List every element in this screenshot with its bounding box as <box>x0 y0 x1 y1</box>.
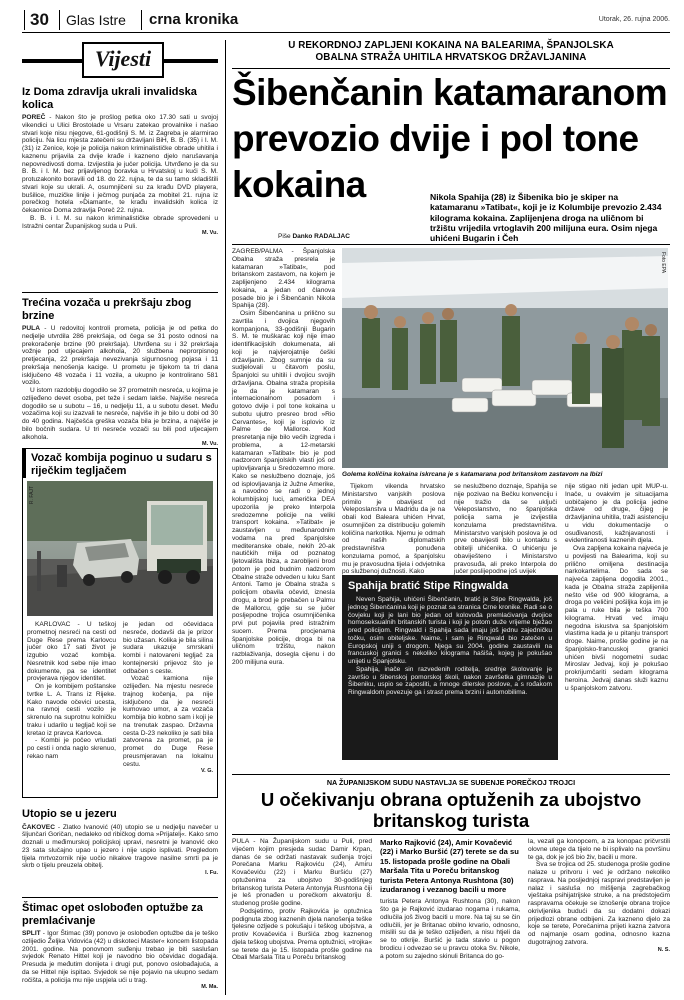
news-item-4 <box>22 808 218 876</box>
crash-photo-image <box>27 481 213 616</box>
main-body-2: Osim Šibenčanina u prilično su zavrtila i dvojica njegovih kompanjona, 33-godišnji Bugarin S. M. te muškarac koji nije imao identifikacijskih dokumenata, ali koji je najvjerojatnije češki državljanin. Zbog sumnje da su sudjelovali u čitavom poslu, Španjolci su uhitili i dvojicu svojih državljana. Obalna straža propisila je da je katamaran s internacionalnom posadom i gotovo dvije i pol tone kokaina u subotu ujutro presreo brod »Rio Cervantes«, koji je isplovio iz Palme de Mallorce. Kod presretanja nije bilo većih izgreda i problema, a 12-metarski katamaran »Tatibat« bio je pod nadzorom španjolskih vlasti još od uplovljavanja u Sredozemno more. Kako se neslužbeno doznaje, još od isplovljavanja iz Južne Amerike, a navodno se radi o jednoj kolumbijskoj luci, američka DEA upozorila je preko Interpola sredozemne policije na veliki transport kokaina. »Tatibat« je zaustavljen u međunarodnim vodama na pred španjolske mediteranske obale, nekih 20-ak nautičkih milja od poznatog ljetovališta Ibiza, a zarobljeni brod potom je pod budnim nadzorom Obalne straže odveden u luku Sant Antoni. Tamo je Obalna straža s policijom obavila očevid, iznesla drogu, a brod je prebačen u Palmu de Mallorcu, gdje su se jučer posljepodne trojica osumnjičenika prvi put pojavila pred istražnim sucem. Prema procjenama španjolske policije, droga bi na uličnom tržištu, nakon razblaživanja, dosegla cijenu i do 200 milijuna eura. <box>232 310 336 666</box>
crash-text-col2 <box>123 621 213 774</box>
photo-credit: Foto EPA <box>660 252 666 274</box>
dateline: PULA <box>22 325 40 332</box>
news-item-5 <box>22 902 218 990</box>
sidebox-title: Spahija bratić Stipe Ringwalda <box>348 580 509 592</box>
main-body-6: Ova zapljena kokaina najveća je u povijesti na Balearima, koji su prilično omiljena destinacija narkokartelima. Do sada se najveća zapljena dogodila 2001., kada je Obalna straža zaplijenila nešto više od 900 kilograma, a droga po veličini pošiljka koja im je pala u ruke bila je teška 700 kilograma. Hrvati već imaju negodna iskustva sa španjolskim vlastima kada je u pitanju transport droge. Naime, prošle godine je na španjolsko-francuskoj granici uhićen bivši nogometni sudac Miroslav Jedvaj, koji je pokušao prokrijumčariti sedam kilograma heroina. Jedvaj danas služi kaznu u španjolskom zatvoru. <box>565 545 668 692</box>
section-name: crna kronika <box>149 11 239 28</box>
bottom-body-4: la, vezali ga konopcem, a za konopac pričvrstili olovne utege da tijelo ne bi isplivalo na površinu te ga, dok je još bio živ, bacili u more. <box>528 838 670 861</box>
signature: M. Vu. <box>202 441 218 448</box>
news-item-headline: Trećina vozača u prekršaju zbog brzine <box>22 297 192 322</box>
dateline: SPLIT <box>22 930 41 937</box>
main-headline: Šibenčanin katamaranom prevozio dvije i pol tone kokaina <box>232 72 668 205</box>
photo-caption: Golema količina kokaina iskrcana je s katamarana pod britanskom zastavom na Ibizi <box>342 471 603 478</box>
page-number: 30 <box>30 10 49 29</box>
main-deck: Nikola Spahija (28) iz Šibenika bio je skiper na katamaranu »Tatibat«, koji je iz Kolumbije prevozio 2.434 kilograma kokaina. Zaplijenjena droga na uličnom bi tržištu vrijedila vrtoglavih 200 milijuna eura. Osim njega uhićeni Bugarin i Čeh <box>430 192 662 244</box>
sidebar-vijesti <box>22 40 218 998</box>
sidebar-title: Vijesti <box>82 42 164 78</box>
signature: V. G. <box>200 768 213 775</box>
sidebar-title-box <box>22 40 218 82</box>
news-item-headline: Štimac opet oslobođen optužbe za premlaćivanje <box>22 902 203 927</box>
news-item-body-2: On je kombijem poštanske tvrtke L. A. Trans iz Rijeke. Kako navode očevici ucesta, na ravnoj cesti vozilo je skrenulo na suprotnu kolničku traku i udarilo u tegljač koji se kretao iz pravca Karlovca. <box>27 683 116 737</box>
bottom-col-3 <box>528 838 670 953</box>
news-item-body: - Zlatko Ivanović (40) utopio se u nedjelju navečer u šljunčari Goričan, nedaleko od ribičkog doma »Prijatelj«. Kako smo doznali u međimurskoj policijskoj upravi, nesretni je Ivanović oko 23 sata slučajno upao u jezero i nije uspio isplivati. Pregledom tijela mrtvozornik nije uočio nikakve tragove nasilne smrti pa je skrb o tijelu preuzela obitelj. <box>22 823 218 870</box>
issue-date: Utorak, 26. rujna 2006. <box>598 16 670 23</box>
news-item-headline: Utopio se u jezeru <box>22 808 117 820</box>
bottom-body-5: Sva se trojica od 25. studenoga prošle godine nalaze u pritvoru i već je održano nekoliko rasprava. Na posljednjoj raspravi predstavljen je nalaz i sasluša no mišljenja zagrebačkog vještaka psihijatrijske struke, a na predstojećim raspravama očekuje se iznošenje obrana trojice okrivljenika budući da su dodatni dokazi prijedlozi obrane odbijeni. Za kazneno djelo za koje se terete, Porečanima prijeti kazna zatvora od najmanje osam godina, odnosno kazna dugotrajnog zatvora. <box>528 861 670 946</box>
news-item-headline: Vozač kombija poginuo u sudaru s riječkim tegljačem <box>31 452 212 477</box>
main-col-4 <box>565 483 668 692</box>
bottom-body-3: turista Petera Antonya Rushtona (30), nakon što ga je Rajković izudarao nogama i rukama, odlučila još živog baciti u more. Na taj su se čin odlučili, jer je Britanac obilno krvario, odnosno, mislili su da je teško ozlijeđen, a nisu htjeli da se to otkrije. Buršić je tada stavio u pogon brodicu i odvezao se u pravcu otoka Sv. Nikole, a potom su zajedno skinuli Britanca do go- <box>380 898 520 960</box>
crash-text-col1 <box>27 621 116 761</box>
news-item-body: - U redovitoj kontroli prometa, policija je od petka do nedjelje utvrdila 286 prekršaja, od čega se 31 posto odnosi na prekoračenje brzine (90 prekršaja). Utvrđena su i 32 prekršaja vožnje pod utjecajem alkohola, 20 službena neprorpisnog pretjecanja, 22 prekršaja nevezivanja sigurnosnog pojasa i 11 prekršaja nenošenja kacige. U prometu je tijekom ta tri dana isključeno 48 vozača i 11 vozila, a ukupno je kontrolirano 581 vozilo. <box>22 325 218 387</box>
news-item-body: KARLOVAC - U teškoj prometnoj nesreći na cesti od Duge Rese prema Karlovcu jučer oko 17 sati život je izgubio vozač kombija. Nesretnik kod sebe nije imao dokumente, pa se identitet provjerava njegov identitet. <box>27 621 116 683</box>
signature: I. Fu. <box>205 870 218 876</box>
news-item-2 <box>22 297 218 447</box>
bottom-col-2 <box>380 838 520 960</box>
signature: M. Ma. <box>201 984 218 991</box>
main-col-3 <box>454 483 557 576</box>
bottom-col-1 <box>232 838 372 962</box>
bottom-headline: U očekivanju obrana optuženih za ubojstvo britanskog turista <box>260 789 642 831</box>
bottom-body: PULA - Na Županijskom sudu u Puli, pred vijećem kojim presjeda sudac Damir Krpan, danas će se održati nastavak suđenja trojci Porečana Marku Rajkoviću (24), Amiru Kovačeviću (22) i Marku Buršiću (27) optuženima za ubojstvo 30-godišnjeg britanskog turista Petera Antonyja Rushtona čiji je leš pronađen u porečkom akvatoriju 8. studenog prošle godine. <box>232 838 372 907</box>
main-body-3: Tijekom vikenda hrvatsko Ministarstvo vanjskih poslova primilo je obavijest od Veleposlanstva u Madridu da je na obali kod Baleara uhićen Hrvat, osumnjičen za distribuciju golemih količina narkotika. Njemu je odmah od naših diplomatskih predstavništva ponuđena konzularna pomoć, a španjolsku mu je pravosudna tijela i odvjetnika po službenoj dužnosti. Kako <box>342 483 445 576</box>
signature: M. Vu. <box>202 230 218 237</box>
main-body-4: se neslužbeno doznaje, Spahija se nije pozivao na Bečku konvenciju i nije tražio da se uključi Veleposlanstvo, no španjolska policija sama je izvijestila konzularna predstavništva. Ministarstvo vanjskih poslova je od prve obavijesti bilo u kontaktu s obitelji uhićenika. O uhićenju je obaviješteno i Ministarstvo pravosuđa, ali preko Interpola do jučer poslijepodne još uvijek <box>454 483 557 576</box>
dateline: ČAKOVEC <box>22 823 55 831</box>
news-item-3-box <box>22 448 218 798</box>
main-col-2 <box>342 483 445 576</box>
news-item-body-3: - Kombi je počeo vrludati po cesti i onda naglo skrenuo, rekao nam <box>27 737 116 760</box>
photo-credit: R. FAJT <box>29 486 35 505</box>
main-body: ZAGREB/PALMA - Španjolska Obalna straža presrela je katamaran »Tatibat«, pod britanskom zastavom, na kojem je zaplijenjeno 2.434 kilograma kokaina, a jedan od članova posade bio je i Šibenčanin Nikola Spahija (28). <box>232 248 335 310</box>
news-item-body-2: U istom razdoblju dogodilo se 37 prometnih nesreća, u kojima je ozlijeđeno devet osoba, pet teže i sedam lakše. Najviše nesreća dogodilo se u subotu – 16, u nedjelju 11, a u subotu deset. Među vozačima koji su izazvali te nesreće, najviše ih je bilo u dobi od 30 do 40 godina. Najčešća greška vozača bila je brzina, a najviše je bilo bočnih sudara. U tri nesreće vozači su bili pod utjecajem alkohola. <box>22 387 218 441</box>
cocaine-photo-image <box>342 248 668 468</box>
main-story <box>232 40 670 770</box>
byline: Piše Danko RADALJAC <box>278 233 350 240</box>
bottom-pull-quote: Marko Rajković (24), Amir Kovačević (22) i Marko Buršić (27) terete se da su 15. listopada prošle godine na Obali Maršala Tita u Poreču britanskog turista Petera Antonya Rushtona (30) izudaranog i vezanog bacili u more <box>380 838 519 895</box>
bottom-kicker: NA ŽUPANIJSKOM SUDU NASTAVLJA SE SUĐENJE POREČKOJ TROJCI <box>326 778 576 787</box>
news-item-1 <box>22 86 218 236</box>
main-col-1 <box>232 248 335 667</box>
news-item-body-5: Vozač kamiona nije ozlijeđen. Na mjestu nesreće trajnog kočenja, pa nije isključeno da je nesreći kumovao umor, a za vozača kombija bio kobno sam i koji je na trenutak zaspao. Državna cesta D-23 nekoliko je sati bila zatvorena za promet, pa je promet do Duge Rese preusmjeravan na lokalnu cestu. <box>123 675 213 768</box>
news-item-body-2: B. B. i I. M. su nakon kriminalističke obrade sprovedeni u Istražni centar Županijskog suda u Puli. <box>22 214 218 230</box>
main-kicker: U REKORDNOJ ZAPLJENI KOKAINA NA BALEARIMA, ŠPANJOLSKA OBALNA STRAŽA UHITILA HRVATSKOG DRŽAVLJANINA <box>288 40 614 63</box>
sidebox-body: Neven Spahija, uhićeni Šibenčanin, bratić je Stipe Ringwalda, još jednog Šibenčanina koji je poznat sa stranica Crne kronike. Radi se o čovjeku koji je lani bio jedan od kolovođa premlaćivanja dvojice homoseksualnih britanskih turista i koji je potom duže vrijeme bježao pred policijom. Ringwald i Spahija sada imaju još jednu zajedničku točku, osim obiteljske. Naime, i sam je Ringwald bio zatečen u Europskoj uniji s drogom. Njega su 2004. godine zaustavili na francuskoj granici s nekoliko kilograma hašiša, kojeg je pokušao unijeti u Španjolsku. <box>348 596 552 665</box>
news-item-headline: Iz Doma zdravlja ukrali invalidska kolica <box>22 86 197 111</box>
crash-photo <box>27 481 213 616</box>
main-body-5: nije stigao niti jedan upit MUP-u. Inače, u ovakvim je situacijama uobičajeno je da policija jedne države od druge, čijeg je državljanina uhitila, traži asistenciju u vidu dokumentacije o osuđivanosti, kažnjavanosti i evidentiranosti kaznenih djela. <box>565 483 668 545</box>
masthead <box>22 8 670 32</box>
sidebox-body-2: Spahija, inače sin razvedenih roditelja, srednje školovanje je završio u šibenskoj pomorskoj školi, nakon završetka gimnazije u Šibeniku, uspio se zaposliti, a mnoge dilerske poslove, a s rođakom Ringwaldom povezuje ga i strast prema brzini i automobilima. <box>348 665 552 696</box>
cocaine-photo <box>342 248 668 468</box>
news-item-body: - Nakon što je prošlog petka oko 17.30 sati u svojoj vikendici u Ulici Brostolade u Vrsaru zatekao provalnike i našao stvari koje nisu njegove, 61-godišnji S. M. iz Zagreba je alarmirao policiju. Na licu mjesta zatečeni su državljani BiH, B. B. (35) i I. M. (31) iz Zenice, koje je policija nakon kriminalističke obrade uhitila i kaznenu prijavila za dvije krađe i kazneno djelo narušavanja nepovredivosti doma. Izvijestila je jučer policija. Utvrđeno je da su B. B. i I. M. bez prijavljenog boravka u Hrvatskoj u kući S. M. protuzakonito boravili od 18. do 22. rujna, te da su tamo skladištili stvari koje su ukrali. A, osumnjičeni su za krađu DVD playera, bušilice, muzičke linije i ječmog punjača za mobitel 21. rujna iz porečkog hotela »Diamant«, te krađu invalidskih kolica iz čekaonice Doma zdravlja Poreč 22. rujna. <box>22 114 218 214</box>
paper-name: Glas Istre <box>66 12 126 28</box>
dateline: POREČ <box>22 114 46 121</box>
sidebox-spahija <box>342 575 558 760</box>
news-item-body: - Igor Štimac (39) ponovo je oslobođen optužbe da je teško ozlijedio Željka Vidovića (42) u diskoteci Master« koncem listopada 2001. godine. Na ponovnom suđenju trebao je biti saslušan svjedok Renato Hittel koji je navodno bio očevidac događaja. Presuda je međutim donijeta i drugi put, ponovo oslobađajuća, a da se Hittel nije ispitao. Svjedok se nije pojavio na ukupno sedam ročišta, a policija mu nije uspjela ući u trag. <box>22 930 218 984</box>
bottom-story <box>232 778 670 996</box>
bottom-body-2: Podsjetimo, protiv Rajkovića je optužnica podignuta zbog kaznenih djela nanošenja teške tjelesne ozljede s pokušaju i teškog ubojstva, a protiv Kovačevića i Buršića zbog kaznenog djela teškog ubojstva. Prema optužnici, »trojka« se terete da je 15. listopada prošle godine na Obali Maršala Tita u Poreču britanskog <box>232 907 372 962</box>
news-item-body-4: je jedan od očevidaca nesreće, dodavši da je prizor bio užasan. Kolika je bila silina sudara ukazuje smrskani kombi i natovareni tegljač za kontejnerski prijevoz što je odbačen s ceste. <box>123 621 213 675</box>
signature: N. S. <box>657 946 670 953</box>
